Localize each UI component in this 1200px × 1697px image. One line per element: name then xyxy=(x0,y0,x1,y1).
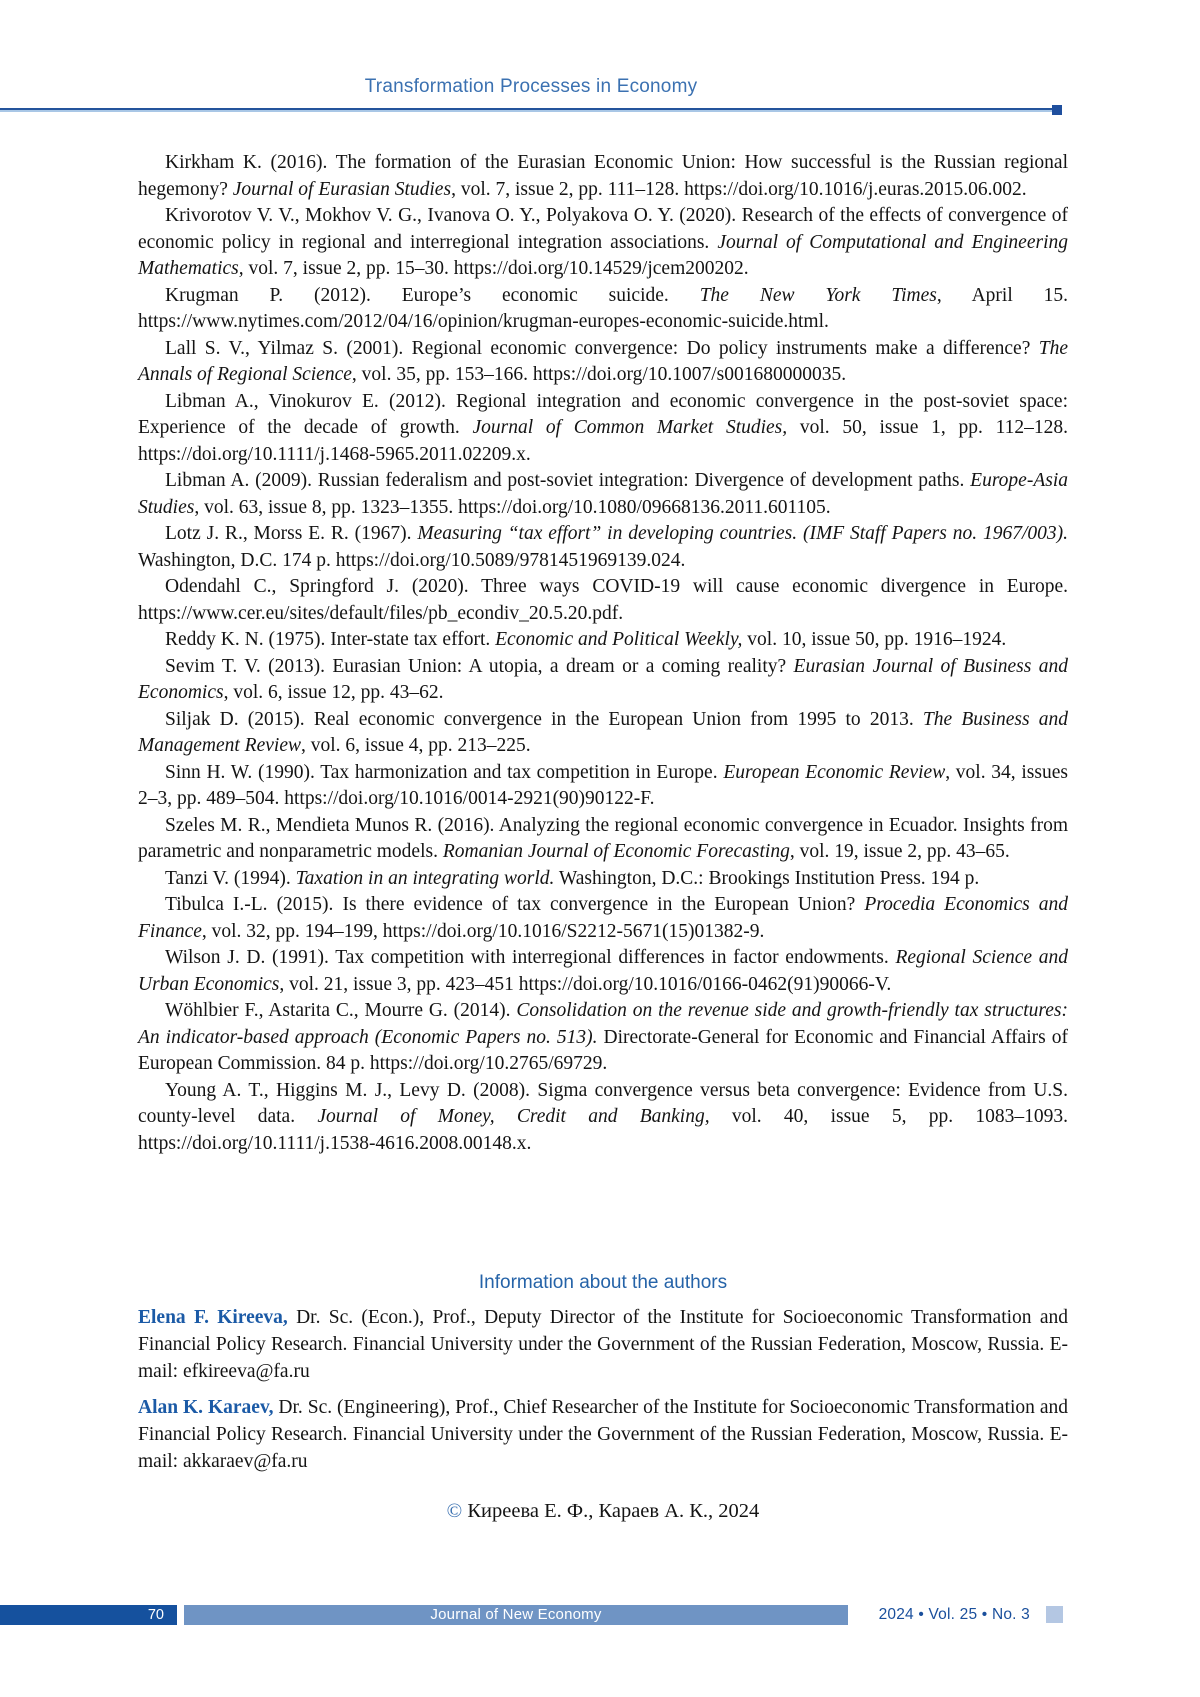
copyright-line xyxy=(138,1500,1068,1523)
reference-entry: Sinn H. W. (1990). Tax harmonization and tax competition in Europe. European Economic Review, vol. 34, issues 2–3, pp. 489–504. https://doi.org/10.1016/0014-2921(90)90122-F. xyxy=(138,761,1068,809)
reference-entry: Libman A., Vinokurov E. (2012). Regional integration and economic convergence in the post-soviet space: Experience of the decade of growth. Journal of Common Market Studies, vol. 50, issue 1, pp. 112–128. https://doi.org/10.1111/j.1468-5965.2011.02209.x. xyxy=(138,390,1069,465)
authors-section-heading: Information about the authors xyxy=(478,1272,728,1293)
footer-issue-info: 2024 • Vol. 25 • No. 3 xyxy=(878,1606,1030,1623)
footer-page-number: 70 xyxy=(0,1605,177,1625)
copyright-text: Киреева Е. Ф., Караев А. К., 2024 xyxy=(462,1500,760,1522)
reference-entry: Lotz J. R., Morss E. R. (1967). Measuring “tax effort” in developing countries. (IMF Staff Papers no. 1967/003). Washington, D.C. 174 p. https://doi.org/10.5089/9781451969139.024. xyxy=(138,523,1068,571)
reference-entry: Tanzi V. (1994). Taxation in an integrating world. Washington, D.C.: Brookings Institution Press. 194 p. xyxy=(165,867,980,889)
reference-entry: Tibulca I.-L. (2015). Is there evidence of tax convergence in the European Union? Procedia Economics and Finance, vol. 32, pp. 194–199, https://doi.org/10.1016/S2212-5671(15)01382-9. xyxy=(138,894,1068,942)
running-head-section-title: Transformation Processes in Economy xyxy=(364,76,698,97)
author-entry xyxy=(138,1304,1068,1385)
reference-entry: Sevim T. V. (2013). Eurasian Union: A utopia, a dream or a coming reality? Eurasian Journal of Business and Economics, vol. 6, issue 12, pp. 43–62. xyxy=(138,655,1068,703)
reference-entry: Odendahl C., Springford J. (2020). Three ways COVID-19 will cause economic divergence in Europe. https://www.cer.eu/sites/default/files/pb_econdiv_20.5.20.pdf. xyxy=(138,576,1068,624)
reference-entry: Kirkham K. (2016). The formation of the Eurasian Economic Union: How successful is the Russian regional hegemony? Journal of Eurasian Studies, vol. 7, issue 2, pp. 111–128. https://doi.org/10.1016/j.euras.2015.06.002. xyxy=(138,152,1068,200)
author-name: Alan K. Karaev, xyxy=(138,1397,274,1418)
authors-section xyxy=(138,1272,1068,1484)
reference-entry: Young A. T., Higgins M. J., Levy D. (2008). Sigma convergence versus beta convergence: Evidence from U.S. county-level data. Journal of Money, Credit and Banking, vol. 40, issue 5, pp. 1083–1093. https://doi.org/10.1111/j.1538-4616.2008.00148.x. xyxy=(138,1079,1069,1154)
reference-entry: Krivorotov V. V., Mokhov V. G., Ivanova O. Y., Polyakova O. Y. (2020). Research of the effects of convergence of economic policy in regional and interregional integration associations. Journal of Computational and Engineering Mathematics, vol. 7, issue 2, pp. 15–30. https://doi.org/10.14529/jcem200202. xyxy=(138,205,1068,279)
copyright-symbol: © xyxy=(446,1500,463,1522)
reference-entry: Siljak D. (2015). Real economic convergence in the European Union from 1995 to 2013. The Business and Management Review, vol. 6, issue 4, pp. 213–225. xyxy=(138,708,1068,756)
authors-list xyxy=(138,1304,1068,1475)
author-bio: Dr. Sc. (Econ.), Prof., Deputy Director of the Institute for Socioeconomic Transformation and Financial Policy Research. Financial University under the Government of the Russian Federation, Moscow, Russia. E-mail: efkireeva@fa.ru xyxy=(138,1307,1068,1382)
footer-journal-name: Journal of New Economy xyxy=(184,1605,848,1625)
header-rule-endcap-square xyxy=(1052,105,1062,115)
header-rule xyxy=(0,108,1062,110)
reference-entry: Wöhlbier F., Astarita C., Mourre G. (2014). Consolidation on the revenue side and growth-friendly tax structures: An indicator-based approach (Economic Papers no. 513). Directorate-General for Economic and Financial Affairs of European Commission. 84 p. https://doi.org/10.2765/69729. xyxy=(138,1000,1069,1074)
references-list xyxy=(138,150,1068,1157)
reference-entry: Libman A. (2009). Russian federalism and post-soviet integration: Divergence of development paths. Europe-Asia Studies, vol. 63, issue 8, pp. 1323–1355. https://doi.org/10.1080/09668136.2011.601105. xyxy=(138,470,1068,518)
author-bio: Dr. Sc. (Engineering), Prof., Chief Researcher of the Institute for Socioeconomic Transformation and Financial Policy Research. Financial University under the Government of the Russian Federation, Moscow, Russia. E-mail: akkaraev@fa.ru xyxy=(138,1397,1068,1472)
footer-decorative-square xyxy=(1046,1606,1063,1623)
author-name: Elena F. Kireeva, xyxy=(138,1307,288,1328)
reference-entry: Szeles M. R., Mendieta Munos R. (2016). Analyzing the regional economic convergence in Ecuador. Insights from parametric and nonparametric models. Romanian Journal of Economic Forecasting, vol. 19, issue 2, pp. 43–65. xyxy=(138,814,1068,862)
reference-entry: Krugman P. (2012). Europe’s economic suicide. The New York Times, April 15. https://www.nytimes.com/2012/04/16/opinion/krugman-europes-economic-suicide.html. xyxy=(138,284,1069,332)
reference-entry: Reddy K. N. (1975). Inter-state tax effort. Economic and Political Weekly, vol. 10, issue 50, pp. 1916–1924. xyxy=(165,629,1007,650)
reference-entry: Lall S. V., Yilmaz S. (2001). Regional economic convergence: Do policy instruments make a difference? The Annals of Regional Science, vol. 35, pp. 153–166. https://doi.org/10.1007/s001680000035. xyxy=(138,337,1068,385)
reference-entry: Wilson J. D. (1991). Tax competition with interregional differences in factor endowments. Regional Science and Urban Economics, vol. 21, issue 3, pp. 423–451 https://doi.org/10.1016/0166-0462(91)90066-V. xyxy=(138,947,1068,995)
author-entry xyxy=(138,1394,1068,1475)
